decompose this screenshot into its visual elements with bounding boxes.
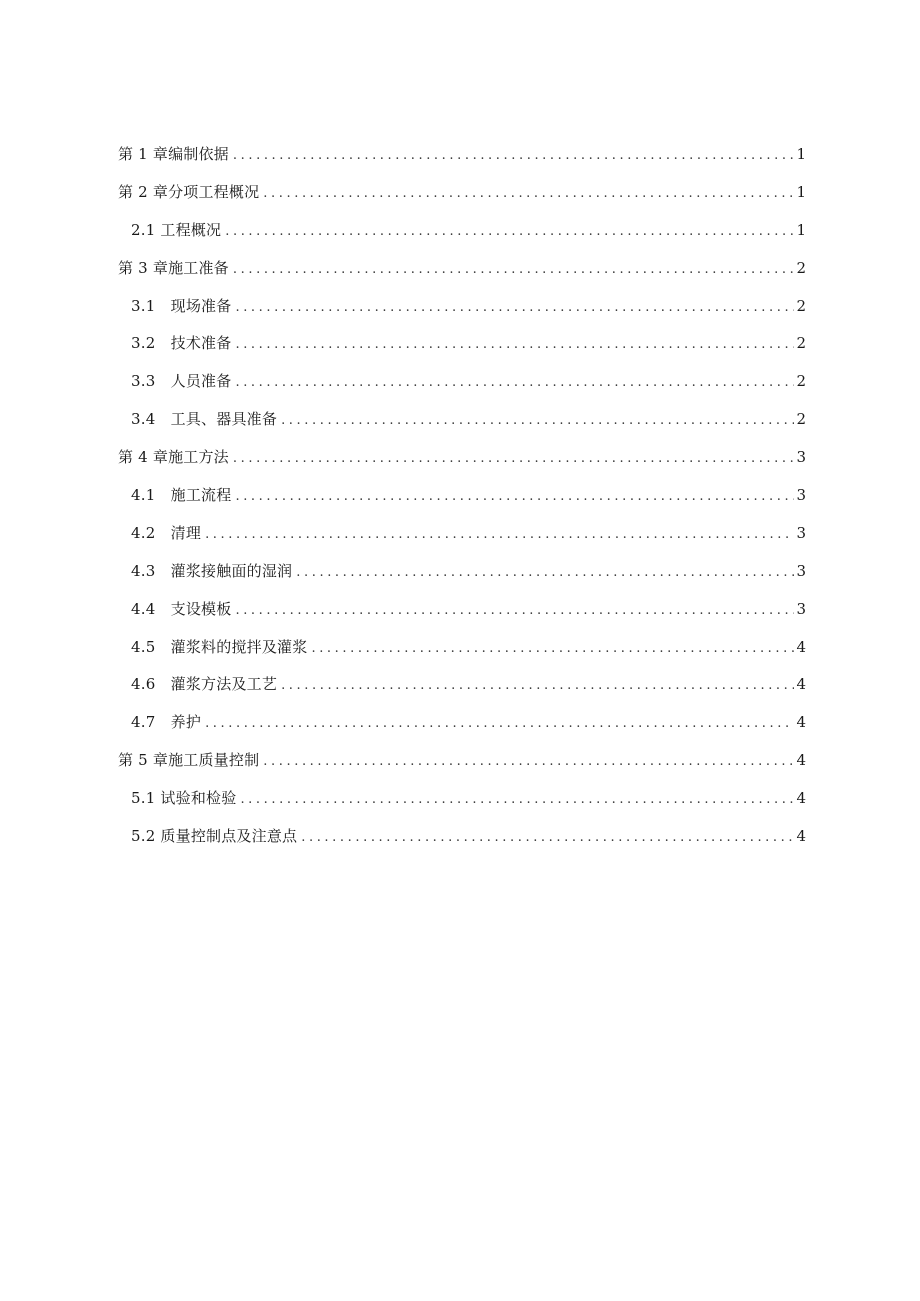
toc-entry-title: 4.1 施工流程 bbox=[131, 486, 232, 505]
toc-entry[interactable] bbox=[118, 216, 806, 254]
toc-page-number: 3 bbox=[796, 486, 806, 505]
toc-entry[interactable] bbox=[118, 595, 806, 633]
toc-entry-title: 4.5 灌浆料的搅拌及灌浆 bbox=[131, 637, 308, 656]
toc-page-number: 2 bbox=[796, 372, 806, 391]
toc-entry[interactable] bbox=[118, 367, 806, 405]
toc-page-number: 3 bbox=[796, 561, 806, 580]
table-of-contents bbox=[118, 140, 806, 860]
toc-page-number: 3 bbox=[796, 448, 806, 467]
toc-entry-title: 5.1 试验和检验 bbox=[131, 789, 237, 808]
toc-dot-leader bbox=[296, 559, 794, 587]
toc-entry[interactable] bbox=[118, 329, 806, 367]
toc-dot-leader bbox=[225, 218, 794, 246]
toc-page-number: 1 bbox=[796, 182, 806, 201]
toc-entry-title: 4.2 清理 bbox=[131, 523, 202, 542]
toc-page-number: 4 bbox=[796, 789, 806, 808]
toc-entry[interactable] bbox=[118, 292, 806, 330]
toc-page-number: 3 bbox=[796, 599, 806, 618]
toc-dot-leader bbox=[233, 256, 795, 284]
toc-entry[interactable] bbox=[118, 140, 806, 178]
toc-page-number: 1 bbox=[796, 145, 806, 163]
toc-dot-leader bbox=[233, 445, 795, 473]
toc-entry[interactable] bbox=[118, 822, 806, 860]
toc-page-number: 3 bbox=[796, 523, 806, 542]
toc-dot-leader bbox=[205, 710, 794, 738]
toc-entry-title: 5.2 质量控制点及注意点 bbox=[131, 827, 298, 846]
toc-entry-title: 4.7 养护 bbox=[131, 713, 202, 732]
toc-entry-title: 3.1 现场准备 bbox=[131, 296, 232, 315]
toc-entry-title: 3.2 技术准备 bbox=[131, 334, 232, 353]
toc-dot-leader bbox=[263, 748, 794, 776]
toc-dot-leader bbox=[235, 369, 794, 397]
toc-entry-title: 4.3 灌浆接触面的湿润 bbox=[131, 561, 293, 580]
toc-dot-leader bbox=[233, 142, 795, 170]
toc-entry[interactable] bbox=[118, 405, 806, 443]
toc-entry[interactable] bbox=[118, 670, 806, 708]
toc-entry[interactable] bbox=[118, 708, 806, 746]
toc-page-number: 4 bbox=[796, 637, 806, 656]
toc-entry[interactable] bbox=[118, 481, 806, 519]
toc-entry[interactable] bbox=[118, 254, 806, 292]
toc-entry[interactable] bbox=[118, 746, 806, 784]
toc-entry[interactable] bbox=[118, 519, 806, 557]
toc-dot-leader bbox=[311, 635, 794, 663]
toc-page-number: 2 bbox=[796, 334, 806, 353]
toc-dot-leader bbox=[235, 294, 794, 322]
toc-page-number: 4 bbox=[796, 827, 806, 846]
toc-entry[interactable] bbox=[118, 443, 806, 481]
toc-page-number: 4 bbox=[796, 713, 806, 732]
toc-dot-leader bbox=[263, 180, 794, 208]
toc-page-number: 4 bbox=[796, 751, 806, 770]
toc-entry-title: 第 1 章编制依据 bbox=[118, 145, 229, 163]
toc-dot-leader bbox=[281, 672, 794, 700]
toc-dot-leader bbox=[240, 786, 794, 814]
toc-dot-leader bbox=[235, 483, 794, 511]
toc-dot-leader bbox=[205, 521, 794, 549]
toc-entry-title: 4.6 灌浆方法及工艺 bbox=[131, 675, 278, 694]
toc-entry[interactable] bbox=[118, 633, 806, 671]
toc-page-number: 2 bbox=[796, 296, 806, 315]
toc-entry-title: 2.1 工程概况 bbox=[131, 220, 222, 239]
toc-page-number: 2 bbox=[796, 258, 806, 277]
toc-entry-title: 第 2 章分项工程概况 bbox=[118, 182, 260, 201]
toc-entry[interactable] bbox=[118, 557, 806, 595]
toc-entry-title: 第 4 章施工方法 bbox=[118, 448, 229, 467]
toc-entry[interactable] bbox=[118, 784, 806, 822]
toc-entry-title: 第 5 章施工质量控制 bbox=[118, 751, 260, 770]
toc-entry-title: 3.3 人员准备 bbox=[131, 372, 232, 391]
toc-page-number: 2 bbox=[796, 410, 806, 429]
toc-dot-leader bbox=[235, 597, 794, 625]
toc-entry[interactable] bbox=[118, 178, 806, 216]
toc-entry-title: 4.4 支设模板 bbox=[131, 599, 232, 618]
toc-entry-title: 第 3 章施工准备 bbox=[118, 258, 229, 277]
toc-dot-leader bbox=[281, 407, 794, 435]
toc-dot-leader bbox=[301, 824, 794, 852]
toc-page-number: 4 bbox=[796, 675, 806, 694]
toc-dot-leader bbox=[235, 331, 794, 359]
toc-page-number: 1 bbox=[796, 220, 806, 239]
toc-entry-title: 3.4 工具、器具准备 bbox=[131, 410, 278, 429]
